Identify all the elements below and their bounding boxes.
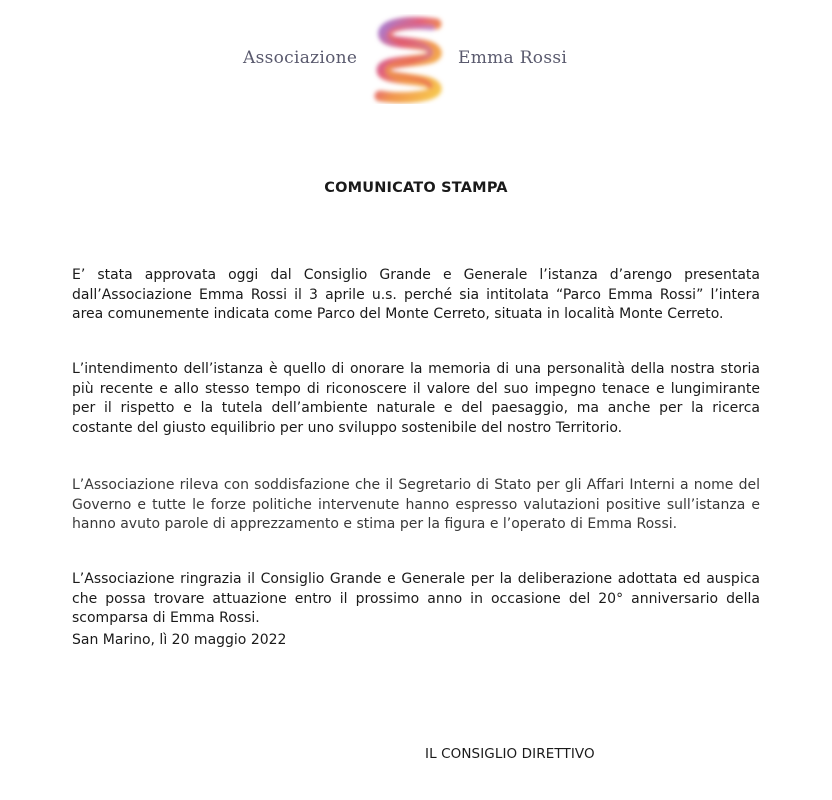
place-and-date: San Marino, lì 20 maggio 2022 — [72, 632, 287, 648]
paragraph-intent: L’intendimento dell’istanza è quello di onorare la memoria di una personalità della nostra storia più recente e allo stesso tempo di riconoscere il valore del suo impegno tenace e lungimirante per il rispetto e la tutela dell’ambiente naturale e del paesaggio, ma anche per la ricerca costante del giusto equilibrio per uno sviluppo sostenibile del nostro Territorio. — [72, 361, 760, 436]
emma-rossi-logo — [366, 14, 454, 104]
paragraph-thanks: L’Associazione ringrazia il Consiglio Grande e Generale per la deliberazione adottata ed auspica che possa trovare attuazione entro il prossimo anno in occasione del 20° anniversario della scomparsa di Emma Rossi. — [72, 571, 760, 626]
paragraph-approval: E’ stata approvata oggi dal Consiglio Grande e Generale l’istanza d’arengo presentata dall’Associazione Emma Rossi il 3 aprile u.s. perché sia intitolata “Parco Emma Rossi” l’intera area comunemente indicata come Parco del Monte Cerreto, situata in località Monte Cerreto. — [72, 267, 760, 322]
press-release-title: COMUNICATO STAMPA — [324, 180, 508, 196]
association-name-right: Emma Rossi — [458, 48, 568, 68]
signature-board: IL CONSIGLIO DIRETTIVO — [425, 746, 595, 762]
letterhead — [0, 0, 832, 110]
association-name-left: Associazione — [243, 48, 358, 68]
paragraph-government-response: L’Associazione rileva con soddisfazione che il Segretario di Stato per gli Affari Interni a nome del Governo e tutte le forze politiche intervenute hanno espresso valutazioni positive sull’istanza e hanno avuto parole di apprezzamento e stima per la figura e l’operato di Emma Rossi. — [72, 477, 760, 532]
